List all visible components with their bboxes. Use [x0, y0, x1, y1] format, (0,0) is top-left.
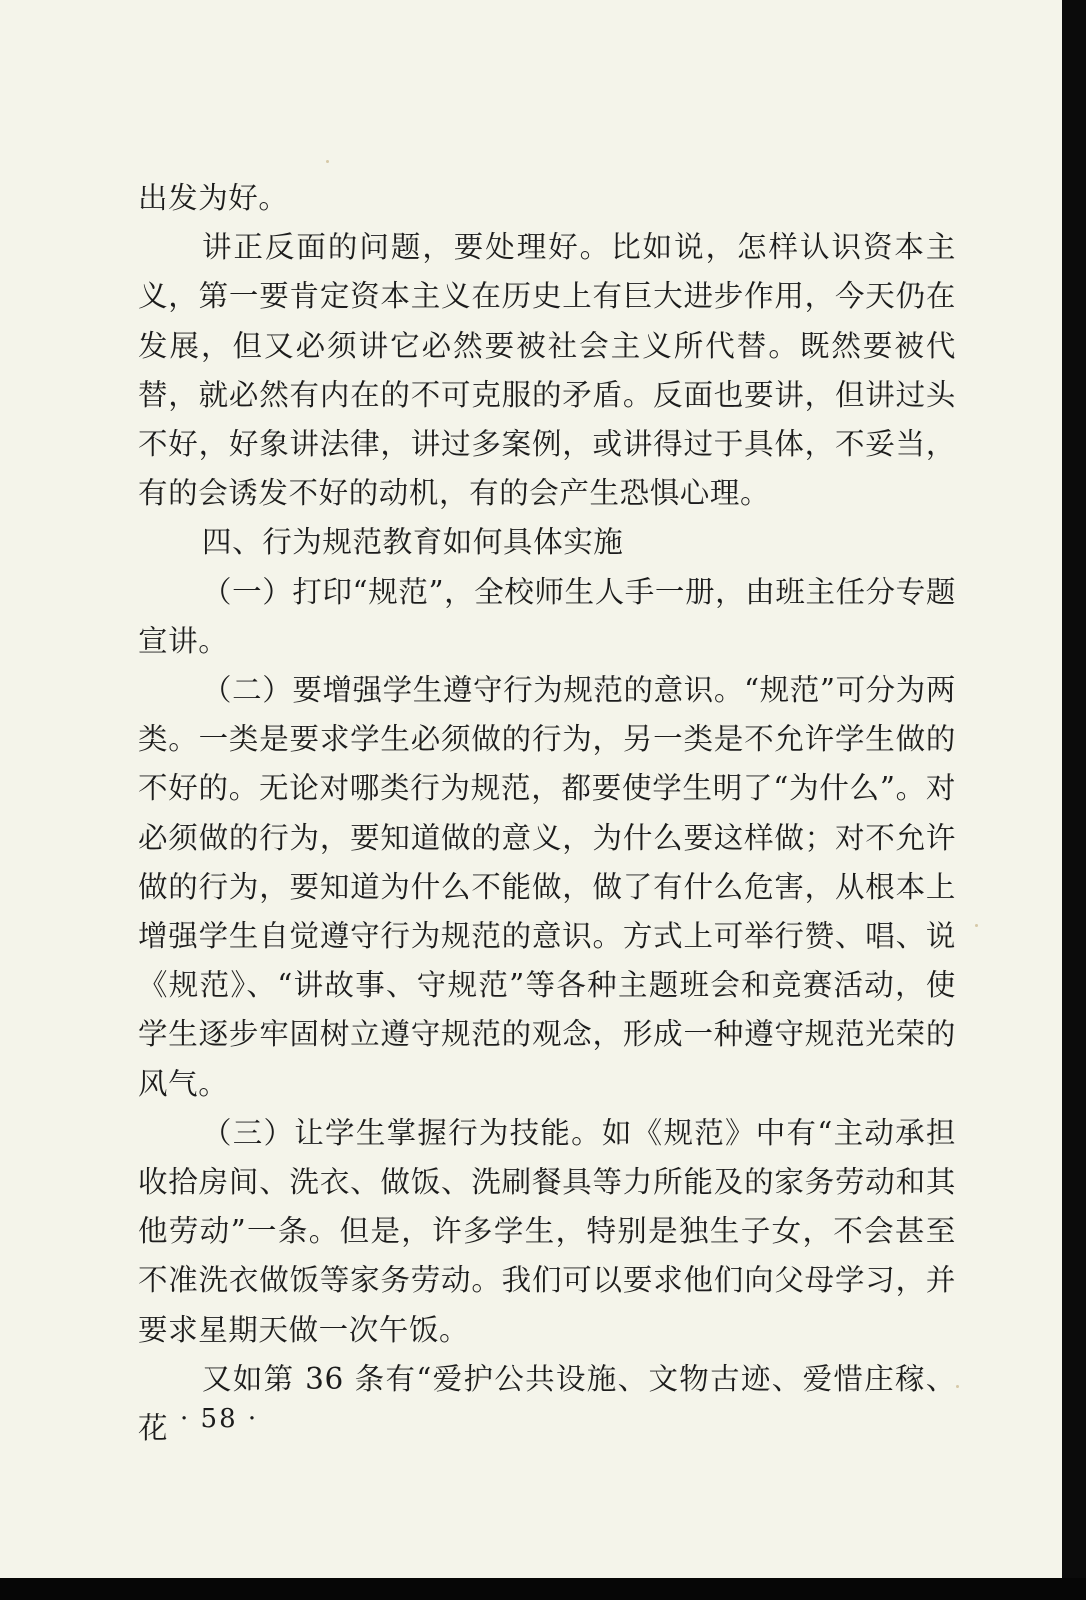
paragraph-item-3: （三）让学生掌握行为技能。如《规范》中有“主动承担收拾房间、洗衣、做饭、洗刷餐具等力所能及的家务劳动和其他劳动”一条。但是，许多学生，特别是独生子女，不会甚至不准洗衣做饭等家务劳动。我们可以要求他们向父母学习，并要求星期天做一次午饭。	[138, 1115, 956, 1347]
body-text	[138, 174, 956, 1453]
paper-speck	[975, 924, 978, 927]
paragraph-2: 讲正反面的问题，要处理好。比如说，怎样认识资本主义，第一要肯定资本主义在历史上有巨大进步作用，今天仍在发展，但又必须讲它必然要被社会主义所代替。既然要被代替，就必然有内在的不可克服的矛盾。反面也要讲，但讲过头不好，好象讲法律，讲过多案例，或讲得过于具体，不妥当，有的会诱发不好的动机，有的会产生恐惧心理。	[138, 230, 956, 511]
paragraph-1: 出发为好。	[138, 181, 289, 215]
section-heading: 四、行为规范教育如何具体实施	[202, 525, 624, 560]
scan-border-right	[1062, 0, 1086, 1600]
paragraph-item-1: （一）打印“规范”，全校师生人手一册，由班主任分专题宣讲。	[138, 574, 956, 658]
paragraph-continuation: 又如第 36 条有“爱护公共设施、文物古迹、爱惜庄稼、花	[138, 1361, 956, 1446]
paper-speck	[326, 160, 329, 163]
paragraph-item-2: （二）要增强学生遵守行为规范的意识。“规范”可分为两类。一类是要求学生必须做的行为，另一类是不允许学生做的不好的。无论对哪类行为规范，都要使学生明了“为什么”。对必须做的行为，要知道做的意义，为什么要这样做；对不允许做的行为，要知道为什么不能做，做了有什么危害，从根本上增强学生自觉遵守行为规范的意识。方式上可举行赞、唱、说《规范》、“讲故事、守规范”等各种主题班会和竞赛活动，使学生逐步牢固树立遵守规范的观念，形成一种遵守规范光荣的风气。	[138, 673, 956, 1101]
paper-speck	[956, 1385, 959, 1388]
scan-border-bottom	[0, 1578, 1086, 1600]
page-number: · 58 ·	[180, 1404, 259, 1434]
